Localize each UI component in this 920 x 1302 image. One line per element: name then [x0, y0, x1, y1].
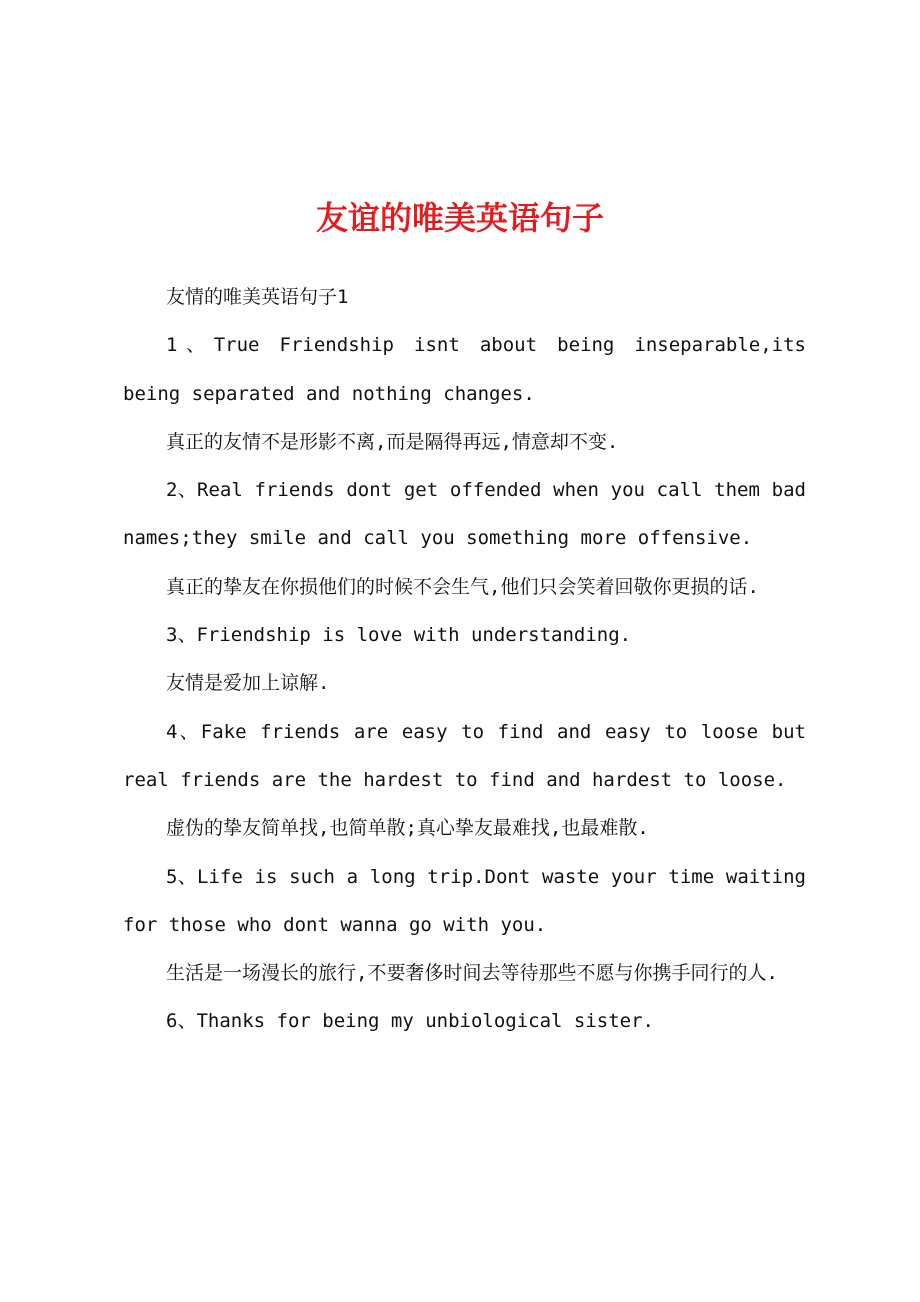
paragraph-english-1: 1、True Friendship isnt about being inseparable,its being separated and nothing changes.: [123, 334, 806, 405]
paragraph-chinese-4: 虚伪的挚友简单找,也简单散;真心挚友最难找,也最难散.: [166, 817, 649, 840]
document-body: [123, 273, 806, 1046]
paragraph-chinese-5: 生活是一场漫长的旅行,不要奢侈时间去等待那些不愿与你携手同行的人.: [166, 962, 778, 985]
paragraph-heading: 友情的唯美英语句子1: [166, 286, 349, 308]
paragraph-chinese-1: 真正的友情不是形影不离,而是隔得再远,情意却不变.: [166, 430, 619, 453]
paragraph-chinese-2: 真正的挚友在你损他们的时候不会生气,他们只会笑着回敬你更损的话.: [166, 575, 759, 598]
paragraph-chinese-3: 友情是爱加上谅解.: [166, 672, 330, 695]
paragraph-english-4: 4、Fake friends are easy to find and easy to loose but real friends are the hardest to find and hardest to loose.: [123, 720, 806, 791]
paragraph-english-2: 2、Real friends dont get offended when you call them bad names;they smile and call you something more offensive.: [123, 479, 806, 550]
paragraph-english-6: 6、Thanks for being my unbiological sister.: [166, 1010, 654, 1033]
paragraph-english-5: 5、Life is such a long trip.Dont waste your time waiting for those who dont wanna go with you.: [123, 865, 806, 936]
document-title: 友谊的唯美英语句子: [315, 199, 604, 237]
paragraph-english-3: 3、Friendship is love with understanding.: [166, 624, 632, 647]
